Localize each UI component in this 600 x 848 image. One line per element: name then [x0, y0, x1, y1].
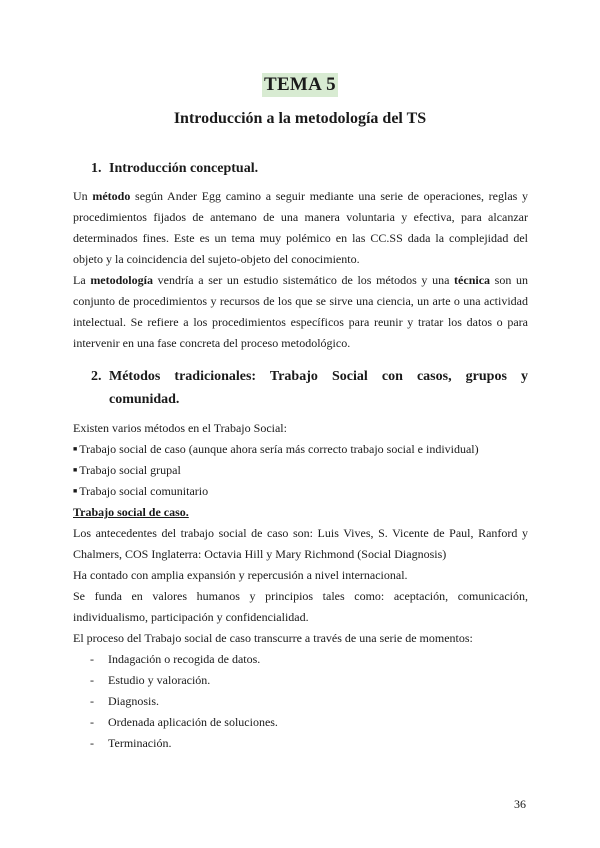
term-metodo: método [92, 189, 131, 203]
section-1-title: Introducción conceptual. [109, 161, 259, 176]
subsection-heading-caso: Trabajo social de caso. [73, 505, 189, 519]
paragraph-expansion: Ha contado con amplia expansión y repercusión a nivel internacional. [73, 568, 408, 582]
paragraph-valores: Se funda en valores humanos y principios tales como: aceptación, comunicación, individualismo, participación y confidencialidad. [73, 589, 528, 624]
section-1-number: 1. [91, 161, 102, 176]
list-item: ■ Trabajo social comunitario [73, 484, 209, 498]
dash-icon: - [90, 673, 94, 687]
document-subtitle: Introducción a la metodología del TS [173, 110, 427, 127]
square-bullet-icon: ■ [73, 466, 78, 474]
term-metodologia: metodología [90, 273, 153, 287]
square-bullet-icon: ■ [73, 487, 78, 495]
section-2-number: 2. [91, 369, 102, 384]
list-item: ■ Trabajo social de caso (aunque ahora sería más correcto trabajo social e individual) [73, 442, 479, 456]
dash-icon: - [90, 694, 94, 708]
dash-icon: - [90, 715, 94, 729]
list-item: ■ Trabajo social grupal [73, 463, 181, 477]
paragraph-metodologia: La metodología vendría a ser un estudio sistemático de los métodos y una técnica son un conjunto de procedimientos y recursos de los que se sirve una ciencia, un arte o una actividad intelectual. Se refiere a los procedimientos específicos para reunir y tratar los datos o para intervenir en una fase concreta del proceso metodológico. [73, 273, 528, 350]
page-number: 36 [514, 797, 526, 811]
section-2-title-line2: comunidad. [109, 392, 180, 407]
section-2-heading [91, 365, 528, 411]
dash-icon: - [90, 736, 94, 750]
square-bullet-icon: ■ [73, 445, 78, 453]
term-tecnica: técnica [454, 273, 491, 287]
section-2-title-line1: Métodos tradicionales: Trabajo Social con casos, grupos y [109, 369, 528, 384]
paragraph-antecedentes: Los antecedentes del trabajo social de caso son: Luis Vives, S. Vicente de Paul, Ranford y Chalmers, COS Inglaterra: Octavia Hill y Mary Richmond (Social Diagnosis) [73, 526, 528, 561]
document-page: TEMA 5 Introducción a la metodología del TS 1. Introducción conceptual. Un método según Ander Egg camino a seguir mediante una serie de operaciones, reglas y procedimientos fijados de antemano de una manera voluntaria y efectiva, para alcanzar determinados fines. Este es un tema muy polémico en las CC.SS dada la complejidad del objeto y la coincidencia del sujeto-objeto del conocimiento. La metodología vendría a ser un estudio sistemático de los métodos y una técnica son un conjunto de procedimientos y recursos de los que se sirve una ciencia, un arte o una actividad intelectual. Se refiere a los procedimientos específicos para reunir y tratar los datos o para intervenir en una fase concreta del proceso metodológico. 2. Métodos tradicionales: Trabajo Social con casos, grupos y comunidad. Existen varios métodos en el Trabajo Social: ■ Trabajo social de caso (aunque ahora sería más correcto trabajo social e individual) ■ Trabajo social grupal ■ Trabajo social comunitario Trabajo social de caso. Los antecedentes del trabajo social de caso son: Luis Vives, S. Vicente de Paul, Ranford y Chalmers, COS Inglaterra: Octavia Hill y Mary Richmond (Social Diagnosis) Ha contado con amplia expansión y repercusión a nivel internacional. Se funda en valores humanos y principios tales como: aceptación, comunicación, individualismo, participación y confidencialidad. El proceso del Trabajo social de caso transcurre a través de una serie de momentos: - Indagación o recogida de datos. - Estudio y valoración. - Diagnosis. - Ordenada aplicación de soluciones. - Terminación. 36 [0, 0, 600, 848]
methods-intro: Existen varios métodos en el Trabajo Social: [73, 421, 287, 435]
page-title: TEMA 5 [263, 74, 336, 95]
methods-list [73, 418, 528, 523]
paragraph-proceso: El proceso del Trabajo social de caso transcurre a través de una serie de momentos: [73, 631, 473, 645]
dash-icon: - [90, 652, 94, 666]
paragraph-metodo: Un método según Ander Egg camino a seguir mediante una serie de operaciones, reglas y procedimientos fijados de antemano de una manera voluntaria y efectiva, para alcanzar determinados fines. Este es un tema muy polémico en las CC.SS dada la complejidad del objeto y la coincidencia del sujeto-objeto del conocimiento. [73, 189, 528, 266]
